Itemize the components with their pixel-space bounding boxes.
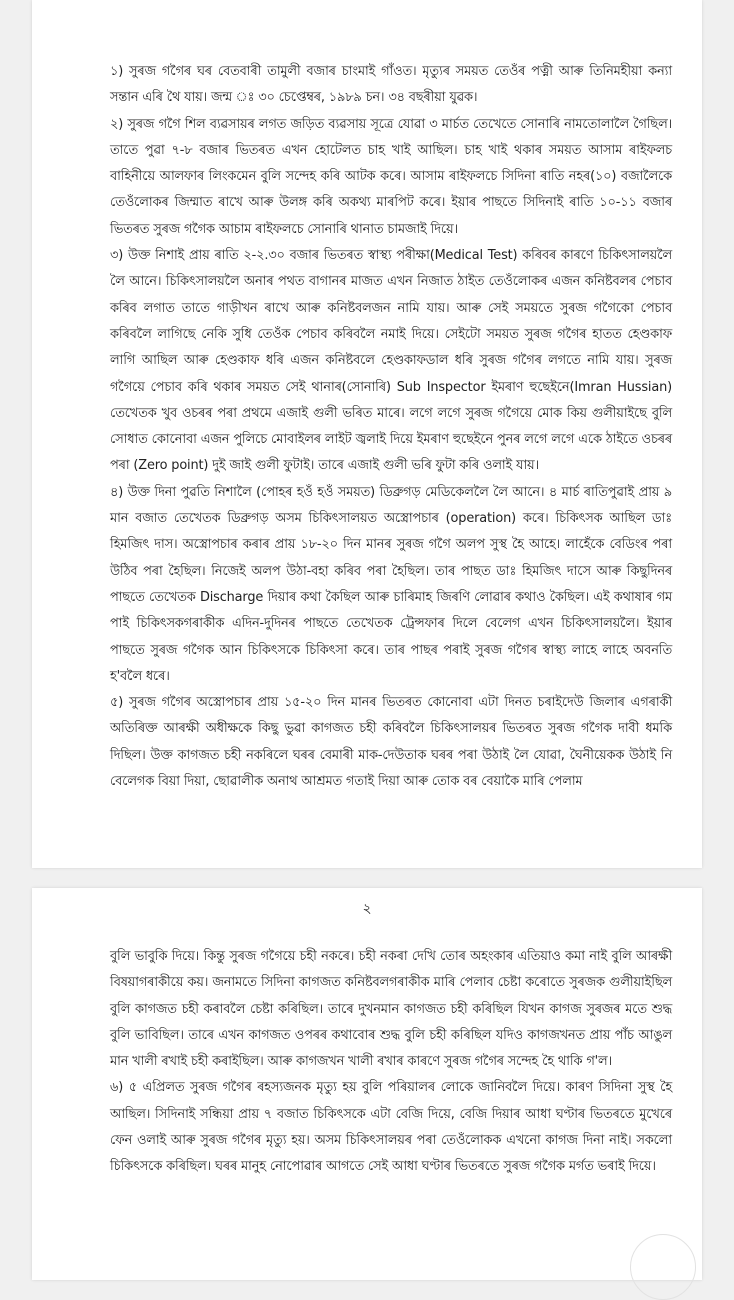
page-2-body: [110, 944, 672, 1181]
document-page-2: [32, 888, 702, 1280]
corner-watermark: [630, 1234, 696, 1300]
document-page-1: [32, 0, 702, 868]
paragraph-5: ৫) সুৰজ গগৈৰ অস্ত্ৰোপচাৰ প্ৰায় ১৫-২০ দিন মানৰ ভিতৰত কোনোবা এটা দিনত চৰাইদেউ জিলাৰ এগৰাকী অতিৰিক্ত আৰক্ষী অধীক্ষকে কিছু ভুৱা কাগজত চহী কৰিবলৈ চিকিৎসালয়ৰ ভিতৰত সুৰজ গগৈক দাবী ধমকি দিছিল। উক্ত কাগজত চহী নকৰিলে ঘৰৰ বেমাৰী মাক-দেউতাক ঘৰৰ পৰা উঠাই লৈ যোৱা, ঘৈনীয়েকক উঠাই নি বেলেগক বিয়া দিয়া, ছোৱালীক অনাথ আশ্ৰমত গতাই দিয়া আৰু তোক বৰ বেয়াকৈ মাৰি পেলাম: [110, 695, 672, 790]
paragraph-5-continued: বুলি ভাবুকি দিয়ে। কিন্তু সুৰজ গগৈয়ে চহী নকৰে। চহী নকৰা দেখি তোৰ অহংকাৰ এতিয়াও কমা নাই বুলি আৰক্ষী বিষয়াগৰাকীয়ে কয়। জনামতে সিদিনা কাগজত কনিষ্টবলগৰাকীক মাৰি পেলাব চেষ্টা কৰোতে সুৰজক গুলীয়াইছিল বুলি কাগজত চহী কৰাবলৈ চেষ্টা কৰিছিল। তাৰে দুখনমান কাগজত চহী কৰিছিল যিখন কাগজ সুৰজৰ মতে শুদ্ধ বুলি ভাবিছিল। তাৰে এখন কাগজত ওপৰৰ কথাবোৰ শুদ্ধ বুলি চহী কৰিছিল যদিও কাগজখনত প্ৰায় পাঁচ আঙুল মান খালী ৰখাই চহী কৰাইছিল। আৰু কাগজখন খালী ৰখাৰ কাৰণে সুৰজ গগৈৰ সন্দেহ হৈ থাকি গ'ল।: [110, 949, 672, 1070]
paragraph-4: ৪) উক্ত দিনা পুৱতি নিশালৈ (পোহৰ হওঁ হওঁ সময়ত) ডিব্ৰুগড় মেডিকেললৈ লৈ আনে। ৪ মাৰ্চ ৰাতিপুৱাই প্ৰায় ৯ মান বজাত তেখেতক ডিব্ৰুগড় অসম চিকিৎসালয়ত অস্ত্ৰোপচাৰ (operation) কৰে। চিকিৎসক আছিল ডাঃ হিমজিৎ দাস। অস্ত্ৰোপচাৰ কৰাৰ প্ৰায় ১৮-২০ দিন মানৰ সুৰজ গগৈ অলপ সুস্থ হৈ আহে। লাহেঁকে বেডিংৰ পৰা উঠিব পৰা হৈছিল। নিজেই অলপ উঠা-বহা কৰিব পৰা হৈছিল। তাৰ পাছত ডাঃ হিমজিৎ দাসে আৰু কিছুদিনৰ পাছতে তেখেতক Discharge দিয়াৰ কথা কৈছিল আৰু চাৰিমাহ জিৰণি লোৱাৰ কথাও কৈছিল। এই কথাষাৰ গম পাই চিকিৎসকগৰাকীক এদিন-দুদিনৰ পাছতে তেখেতক ট্ৰেন্সফাৰ দিলে বেলেগ এখন চিকিৎসালয়লৈ। ইয়াৰ পাছতে সুৰজ গগৈক আন চিকিৎসকে চিকিৎসা কৰে। তাৰ পাছৰ পৰাই সুৰজ গগৈৰ স্বাস্থ্য লাহে লাহে অবনতি হ'বলৈ ধৰে।: [110, 484, 672, 684]
paragraph-6: ৬) ৫ এপ্ৰিলত সুৰজ গগৈৰ ৰহস্যজনক মৃত্যু হয় বুলি পৰিয়ালৰ লোকে জানিবলৈ দিয়ে। কাৰণ সিদিনা সুস্থ হৈ আছিল। সিদিনাই সন্ধিয়া প্ৰায় ৭ বজাত চিকিৎসকে এটা বেজি দিয়ে, বেজি দিয়াৰ আধা ঘণ্টাৰ ভিতৰতে মুখেৰে ফেন ওলাই আৰু সুৰজ গগৈৰ মৃত্যু হয়। অসম চিকিৎসালয়ৰ পৰা তেওঁলোকক এখনো কাগজ দিনা নাই। সকলো চিকিৎসকে কৰিছিল। ঘৰৰ মানুহ নোপোৱাৰ আগতে সেই আধা ঘণ্টাৰ ভিতৰতে সুৰজ গগৈক মৰ্গত ভৰাই দিয়ে।: [110, 1080, 672, 1175]
paragraph-1: ১) সুৰজ গগৈৰ ঘৰ বেতবাৰী তামুলী বজাৰ চাংমাই গাঁওত। মৃত্যুৰ সময়ত তেওঁৰ পত্নী আৰু তিনিমহীয়া কন্যা সন্তান এৰি থৈ যায়। জন্ম ঃ ৩০ চেপ্তেম্বৰ, ১৯৮৯ চন। ৩৪ বছৰীয়া যুৱক।: [110, 64, 672, 106]
page-1-body: [110, 59, 672, 795]
page-number: ২: [362, 901, 372, 917]
paragraph-2: ২) সুৰজ গগৈ শিল ব্যৱসায়ৰ লগত জড়িত ব্যৱসায় সূত্ৰে যোৱা ৩ মাৰ্চত তেখেতে সোনাৰি নামতোলালৈ গৈছিল। তাতে পুৱা ৭-৮ বজাৰ ভিতৰত এখন হোটেলত চাহ খাই আছিল। চাহ খাই থকাৰ সময়ত আসাম ৰাইফলচ বাহিনীয়ে আলফাৰ লিংকমেন বুলি সন্দেহ কৰি আটক কৰে। আসাম ৰাইফলচে সিদিনা ৰাতি নহৰ(১০) বজালৈকে তেওঁলোকৰ জিম্মাত ৰাখে আৰু উলঙ্গ কৰি অকথ্য মাৰপিট কৰে। ইয়াৰ পাছতে সিদিনাই ৰাতি ১০-১১ বজাৰ ভিতৰত সুৰজ গগৈক আচাম ৰাইফলচে সোনাৰি থানাত চামজাই দিয়ে।: [110, 116, 672, 237]
paragraph-3: ৩) উক্ত নিশাই প্ৰায় ৰাতি ২-২.৩০ বজাৰ ভিতৰত স্বাস্থ্য পৰীক্ষা(Medical Test) কৰিবৰ কাৰণে চিকিৎসালয়লৈ লৈ আনে। চিকিৎসালয়লৈ অনাৰ পথত বাগানৰ মাজত এখন নিজাত ঠাইত তেওঁলোকৰ এজন কনিষ্টবলৰ পেচাব কৰিব লগাত তাতে গাড়ীখন ৰাখে আৰু কনিষ্টবলজন নামি যায়। আৰু সেই সময়তে সুৰজ গগৈকো পেচাব কৰিবলৈ লাগিছে নেকি সুধি তেওঁক পেচাব কৰিবলৈ নমাই দিয়ে। সেইটো সময়ত সুৰজ গগৈৰ হাতত হেণ্ডকাফ লাগি আছিল আৰু হেণ্ডকাফ ধৰি এজন কনিষ্টবলে হেণ্ডকাফডাল ধৰি সুৰজ গগৈৰ লগতে নামি যায়। সুৰজ গগৈয়ে পেচাব কৰি থকাৰ সময়ত সেই থানাৰ(সোনাৰি) Sub Inspector ইমৰাণ হুছেইনে(Imran Hussian) তেখেতক খুব ওচৰৰ পৰা প্ৰথমে এজাই গুলী ভৰিত মাৰে। লগে লগে সুৰজ গগৈয়ে মোক কিয় গুলীয়াইছে বুলি সোধাত কোনোবা এজন পুলিচে মোবাইলৰ লাইট জ্বলাই দিয়ে ইমৰাণ হুছেইনে পুনৰ লগে লগে একে ঠাইতে ওচৰৰ পৰা (Zero point) দুই জাই গুলী ফুটাই। তাৰে এজাই গুলী ভৰি ফুটা কৰি ওলাই যায়।: [110, 248, 672, 474]
